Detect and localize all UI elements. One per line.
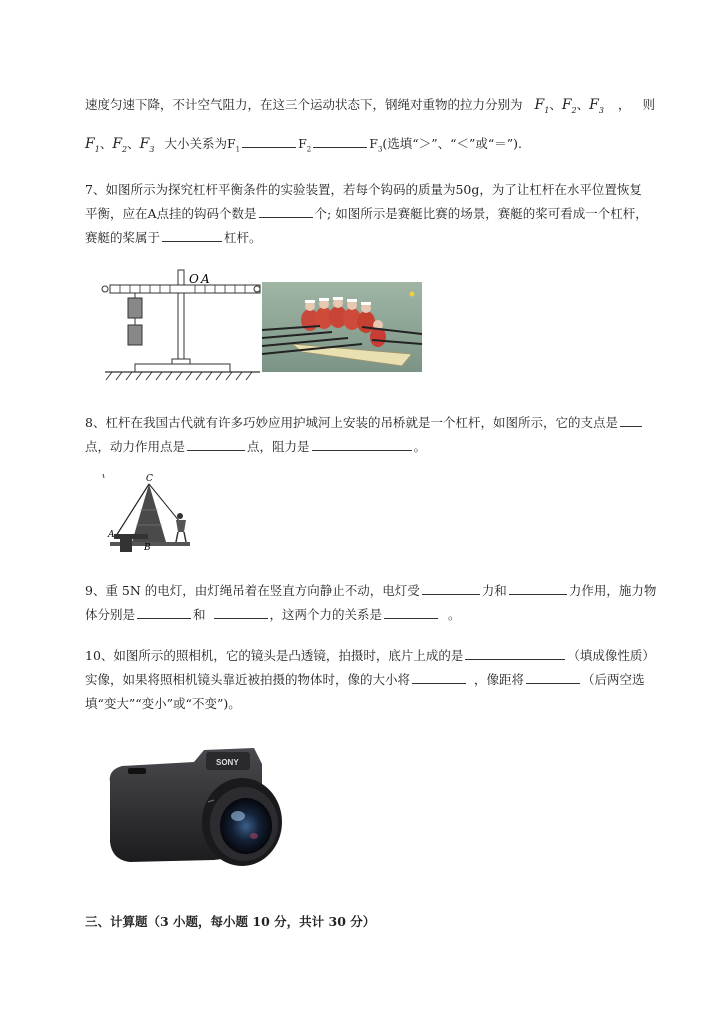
q10-text-1b: （填成像性质） [567,648,655,663]
q9-blank-4[interactable] [214,605,268,619]
fig-label-A2: A [108,530,115,540]
q8-text-2c: 。 [413,439,427,454]
q6-blank-1[interactable] [242,134,296,148]
q8-text-2a: 点，动力作用点是 [85,439,186,454]
q8-blank-1[interactable] [620,413,642,427]
q7-text-3b: 杠杆。 [224,230,262,245]
q7-text-3a: 赛艇的桨属于 [85,230,161,245]
q10-blank-2[interactable] [412,670,466,684]
q7-line-1: 7、如图所示为探究杠杆平衡条件的实验装置，若每个钩码的质量为50g，为了让杠杆在水平位置恢复 [85,182,642,197]
q9-text-1b: 力和 [481,583,507,598]
q9-blank-3[interactable] [137,605,191,619]
camera-brand: SONY [216,758,239,767]
q6-sep-2: 、 [576,97,590,112]
q9-blank-2[interactable] [509,581,567,595]
lever-apparatus-figure [100,268,262,386]
q10-text-2a: 实像，如果将照相机镜头靠近被拍摄的物体时，像的大小将 [85,672,411,687]
q6-hint: (选填“＞”、“＜”或“＝”). [382,136,522,151]
q6-sep-1: 、 [549,97,562,112]
q10-line-2 [85,670,645,690]
q10-text-2c: （后两空选 [582,672,645,687]
q8-text-2b: 点，阻力是 [247,439,310,454]
q6-sep-3: 、 [99,136,113,151]
q8-text-1a: 8、杠杆在我国古代就有许多巧妙应用护城河上安装的吊桥就是一个杠杆，如图所示，它的支点是 [85,415,618,430]
q6-f-small-2: F [298,136,307,151]
q9-blank-1[interactable] [422,581,480,595]
q9-text-1a: 9、重 5N 的电灯，由灯绳吊着在竖直方向静止不动，电灯受 [85,583,420,598]
q10-line-1 [85,646,655,666]
q6-line-2 [85,134,522,160]
q8-line-2 [85,437,426,457]
q6-then: 则 [642,97,655,112]
q10-blank-1[interactable] [465,646,565,660]
fig-label-B: B [144,543,151,553]
q7-blank-2[interactable] [162,228,222,242]
q9-text-2c: ，这两个力的关系是 [269,607,383,622]
q10-blank-3[interactable] [526,670,580,684]
q6-f1: $F_1$ [534,97,550,115]
hook-weight-1 [128,298,142,318]
q6-f3: $F_3$ [589,97,604,115]
q6-sub-1: 1 [235,145,241,154]
q9-text-2a: 体分别是 [85,607,136,622]
q9-line-1 [85,581,656,601]
section-3-title: 三、计算题（3 小题，每小题 10 分，共计 30 分） [85,914,376,929]
q6-sub-2: 2 [306,145,312,154]
q10-text-1a: 10、如图所示的照相机，它的镜头是凸透镜，拍摄时，底片上成的是 [85,648,464,663]
q6-line-1 [85,95,655,121]
q7-text-2b: 个; 如图所示是赛艇比赛的场景，赛艇的桨可看成一个杠杆， [314,206,648,221]
q6-f2-b: $F_2$ [112,136,128,154]
q7-blank-1[interactable] [259,204,313,218]
q6-blank-2[interactable] [313,134,367,148]
rowing-photo [262,282,422,372]
q6-f3-b: $F_3$ [139,136,155,154]
drawbridge-figure [100,470,200,555]
q7-text-2a: 平衡，应在A点挂的钩码个数是 [85,206,257,221]
q6-sub-3: 3 [377,145,383,154]
q7-line-2 [85,204,648,224]
q8-line-1 [85,413,644,433]
q6-text-1: 速度匀速下降，不计空气阻力，在这三个运动状态下，钢绳对重物的拉力分别为 [85,97,523,112]
q6-comma: ， [617,97,631,112]
fig-label-O: O [189,272,199,286]
q6-f1-b: $F_1$ [85,136,100,154]
q10-text-2b: ，像距将 [474,672,525,687]
q9-line-2 [85,605,461,625]
fig-label-C: C [146,474,153,484]
q10-line-3: 填“变大”“变小”或“不变”)。 [85,696,241,711]
q9-text-1c: 力作用，施力物 [568,583,657,598]
q7-line-3 [85,228,262,248]
q6-relation-text: 大小关系为F [164,136,236,151]
q9-blank-5[interactable] [384,605,438,619]
q6-sep-4: 、 [127,136,140,151]
q6-f-small-3: F [369,136,378,151]
camera-photo [104,742,284,872]
hook-weight-2 [128,325,142,345]
q8-blank-3[interactable] [312,437,412,451]
q9-text-2b: 和 [193,607,206,622]
fig-label-A: A [201,272,210,286]
q9-text-2d: 。 [448,607,461,622]
q8-blank-2[interactable] [187,437,245,451]
q6-f2: $F_2$ [561,97,577,115]
